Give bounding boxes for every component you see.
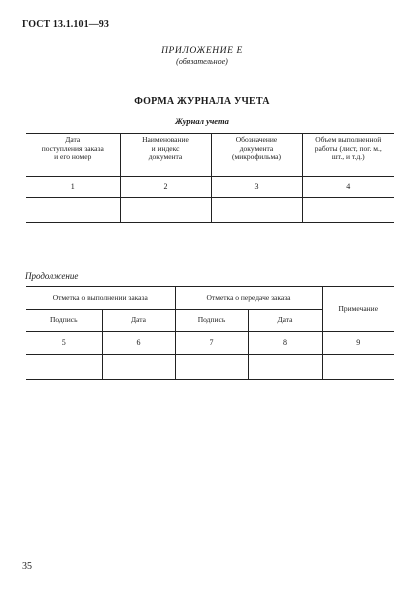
standard-header: ГОСТ 13.1.101—93 [22, 19, 110, 30]
journal-table [26, 133, 394, 223]
journal-col-3-number: 3 [211, 177, 302, 198]
journal-empty-cell [120, 198, 211, 223]
journal-empty-row [26, 198, 394, 223]
continuation-empty-cell [322, 355, 394, 380]
journal-header-cell [26, 134, 120, 177]
date-2-header: Дата [248, 310, 322, 332]
journal-col-4-label: Объем выполненной работы (лист, пог. м., шт., и т.д.) [314, 135, 382, 162]
note-header: Примечание [322, 287, 394, 332]
signature-2-header: Подпись [175, 310, 248, 332]
continuation-col-7-number: 7 [175, 332, 248, 355]
continuation-empty-row [26, 355, 394, 380]
journal-header-cell [302, 134, 394, 177]
continuation-col-8-number: 8 [248, 332, 322, 355]
journal-number-row [26, 177, 394, 198]
journal-col-1-number: 1 [26, 177, 120, 198]
continuation-table [26, 286, 394, 380]
journal-title: Журнал учета [175, 116, 229, 126]
journal-empty-cell [302, 198, 394, 223]
signature-1-header: Подпись [26, 310, 102, 332]
page-number: 35 [22, 561, 32, 572]
continuation-col-5-number: 5 [26, 332, 102, 355]
appendix-subtitle: (обязательное) [176, 57, 228, 66]
journal-empty-cell [211, 198, 302, 223]
continuation-group-row [26, 287, 394, 310]
transfer-mark-header: Отметка о передаче заказа [175, 287, 322, 310]
continuation-empty-cell [175, 355, 248, 380]
appendix-title: ПРИЛОЖЕНИЕ Е [161, 46, 243, 56]
continuation-col-9-number: 9 [322, 332, 394, 355]
journal-empty-cell [26, 198, 120, 223]
journal-col-4-number: 4 [302, 177, 394, 198]
journal-col-1-label: Дата поступления заказа и его номер [41, 135, 104, 162]
form-title: ФОРМА ЖУРНАЛА УЧЕТА [134, 96, 270, 107]
continuation-number-row [26, 332, 394, 355]
journal-header-cell [211, 134, 302, 177]
continuation-title: Продолжение [25, 271, 79, 281]
execution-mark-header: Отметка о выполнении заказа [26, 287, 175, 310]
continuation-empty-cell [248, 355, 322, 380]
journal-header-row [26, 134, 394, 177]
journal-header-cell [120, 134, 211, 177]
date-1-header: Дата [102, 310, 175, 332]
journal-col-3-label: Обозначение документа (микрофильма) [232, 135, 281, 162]
continuation-empty-cell [26, 355, 102, 380]
continuation-empty-cell [102, 355, 175, 380]
journal-col-2-label: Наименование и индекс документа [142, 135, 189, 162]
journal-col-2-number: 2 [120, 177, 211, 198]
continuation-col-6-number: 6 [102, 332, 175, 355]
